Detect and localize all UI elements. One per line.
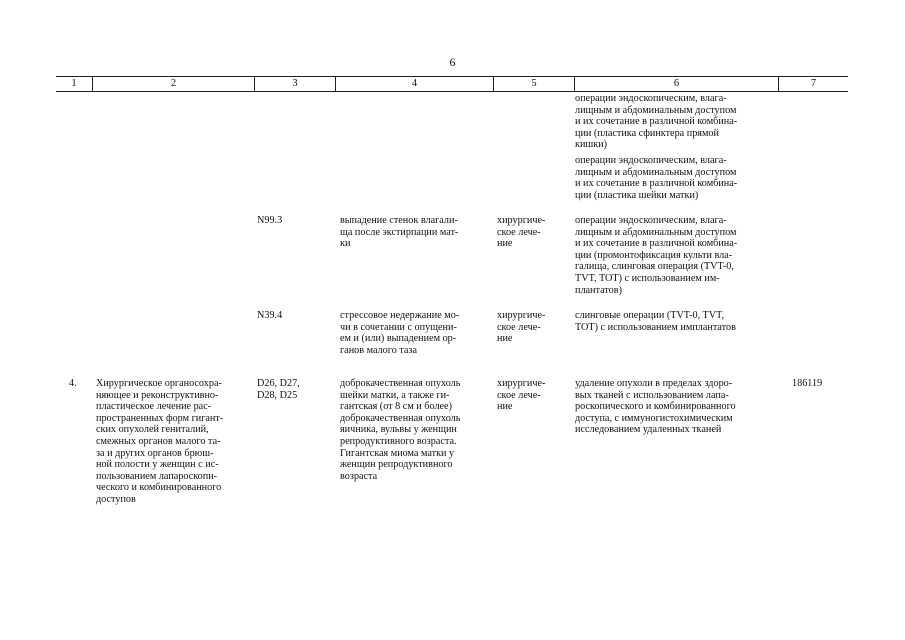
treatment-cell-4: хирургиче- ское лече- ние bbox=[497, 378, 546, 413]
code-cell-n39-4: N39.4 bbox=[257, 310, 283, 321]
codes-cell-4: D26, D27, D28, D25 bbox=[257, 378, 300, 401]
treatment-cell-n39-4: хирургиче- ское лече- ние bbox=[497, 310, 546, 345]
diagnosis-cell-n39-4: стрессовое недержание мо- чи в сочетании с опущени- ем и (или) выпадением ор- ганов малого таза bbox=[340, 310, 460, 356]
column-header-6: 6 bbox=[574, 77, 778, 91]
column-header-2: 2 bbox=[92, 77, 254, 91]
name-cell-4: Хирургическое органосохра- няющее и реконструктивно- пластическое лечение рас- пространенных форм гигант- ских опухолей гениталий, смежных органов малого та- за и других органов брюш- ной полости у женщин с ис- пользованием лапароскопи- ческого и комбинированного доступов bbox=[96, 378, 224, 505]
method-cell-cervix-plasty: операции эндоскопическим, влага- лищным и абдоминальным доступом и их сочетание в различной комбина- ции (пластика шейки матки) bbox=[575, 155, 738, 201]
treatment-cell-n99-3: хирургиче- ское лече- ние bbox=[497, 215, 546, 250]
diagnosis-cell-4: доброкачественная опухоль шейки матки, а также ги- гантская (от 8 см и более) доброкачественная опухоль яичника, вульвы у женщин репродуктивного возраста. Гигантская миома матки у женщин репродуктивного возраста bbox=[340, 378, 461, 482]
column-header-4: 4 bbox=[335, 77, 493, 91]
diagnosis-cell-n99-3: выпадение стенок влагали- ща после экстирпации мат- ки bbox=[340, 215, 459, 250]
method-cell-n99-3: операции эндоскопическим, влага- лищным и абдоминальным доступом и их сочетание в различной комбина- ции (промонтофиксация культи вла- галища, слинговая операция (TVT-0, TVT, TOT) с использованием им- плантатов) bbox=[575, 215, 738, 296]
code-cell-n99-3: N99.3 bbox=[257, 215, 283, 226]
column-header-7: 7 bbox=[778, 77, 848, 91]
cost-cell-4: 186119 bbox=[792, 378, 823, 389]
method-cell-sphincter-plasty: операции эндоскопическим, влага- лищным и абдоминальным доступом и их сочетание в различной комбина- ции (пластика сфинктера прямой кишки) bbox=[575, 93, 738, 151]
method-cell-4: удаление опухоли в пределах здоро- вых тканей с использованием лапа- роскопического и комбинированного доступа, с иммуногистохимическим исследованием удаленных тканей bbox=[575, 378, 736, 436]
method-cell-n39-4: слинговые операции (TVT-0, TVT, TOT) с использованием имплантатов bbox=[575, 310, 736, 333]
page-number: 6 bbox=[449, 55, 456, 69]
column-header-3: 3 bbox=[254, 77, 335, 91]
column-header-1: 1 bbox=[71, 78, 77, 89]
column-header-5: 5 bbox=[493, 77, 574, 91]
table-header-row bbox=[56, 76, 848, 92]
row-number-cell-4: 4. bbox=[69, 378, 77, 389]
